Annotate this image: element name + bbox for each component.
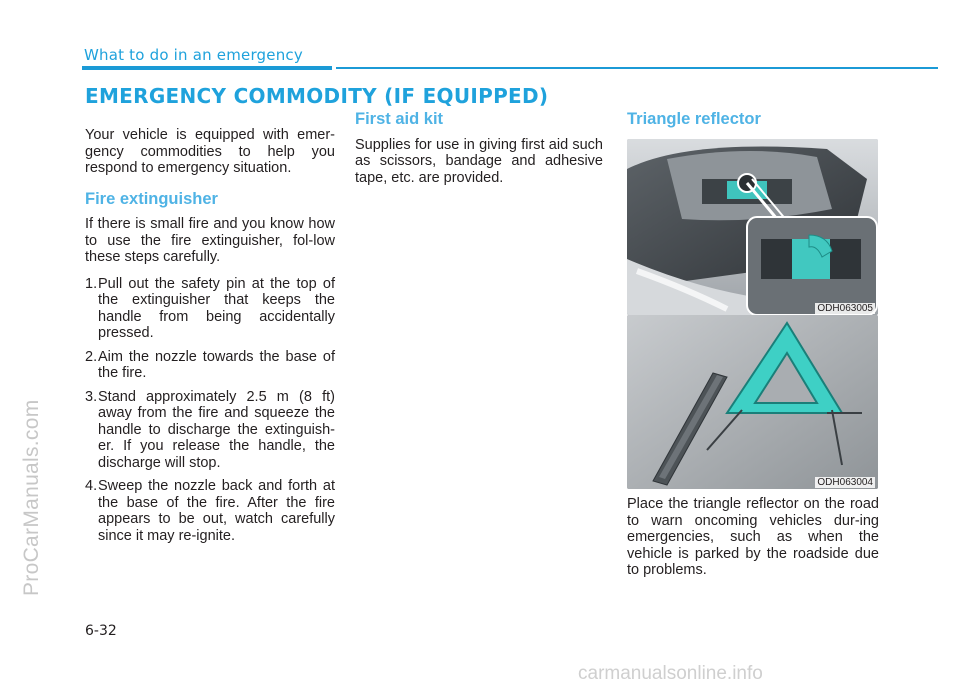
trunk-lid-illustration — [627, 139, 878, 315]
triangle-reflector-heading: Triangle reflector — [627, 110, 761, 128]
triangle-paragraph: Place the triangle reflector on the road to warn oncoming vehicles dur-ing emergencies, such as when the vehicle is parked by the roadside due to problems. — [627, 496, 879, 578]
fire-extinguisher-heading: Fire extinguisher — [85, 189, 218, 208]
trunk-lid-figure — [627, 139, 878, 315]
fire-intro-paragraph: If there is small fire and you know how to use the fire extinguisher, fol-low these steps carefully. — [85, 216, 335, 265]
column-triangle — [627, 111, 879, 137]
list-item: 4. Sweep the nozzle back and forth at the base of the fire. After the fire appears to be out, watch carefully since it may re-ignite. — [85, 478, 335, 544]
column-fire-extinguisher — [85, 127, 335, 551]
fire-steps-list — [85, 276, 335, 545]
column-first-aid — [355, 111, 603, 196]
triangle-text-block — [627, 496, 879, 589]
list-item: 2. Aim the nozzle towards the base of the fire. — [85, 348, 335, 381]
first-aid-paragraph: Supplies for use in giving first aid such as scissors, bandage and adhesive tape, etc. are provided. — [355, 136, 603, 186]
header-rule-thin — [336, 67, 938, 69]
page-number: 6-32 — [85, 623, 117, 639]
header-title: What to do in an emergency — [84, 46, 303, 64]
figure-code: ODH063004 — [817, 477, 873, 488]
header-rule-thick — [82, 66, 332, 70]
bottom-watermark: carmanualsonline.info — [578, 663, 763, 684]
first-aid-heading: First aid kit — [355, 110, 444, 128]
triangle-illustration — [627, 315, 878, 489]
section-title: EMERGENCY COMMODITY (IF EQUIPPED) — [85, 84, 549, 108]
list-item: 3. Stand approximately 2.5 m (8 ft) away from the fire and squeeze the handle to discharge the extinguish-er. If you release the handle, the discharge will stop. — [85, 388, 335, 471]
triangle-figure — [627, 315, 878, 489]
intro-paragraph: Your vehicle is equipped with emer-gency commodities to help you respond to emergency situation. — [85, 127, 335, 176]
list-item: 1. Pull out the safety pin at the top of the extinguisher that keeps the handle from being accidentally pressed. — [85, 275, 335, 341]
figure-code: ODH063005 — [817, 303, 873, 314]
side-watermark: ProCarManuals.com — [20, 399, 43, 596]
